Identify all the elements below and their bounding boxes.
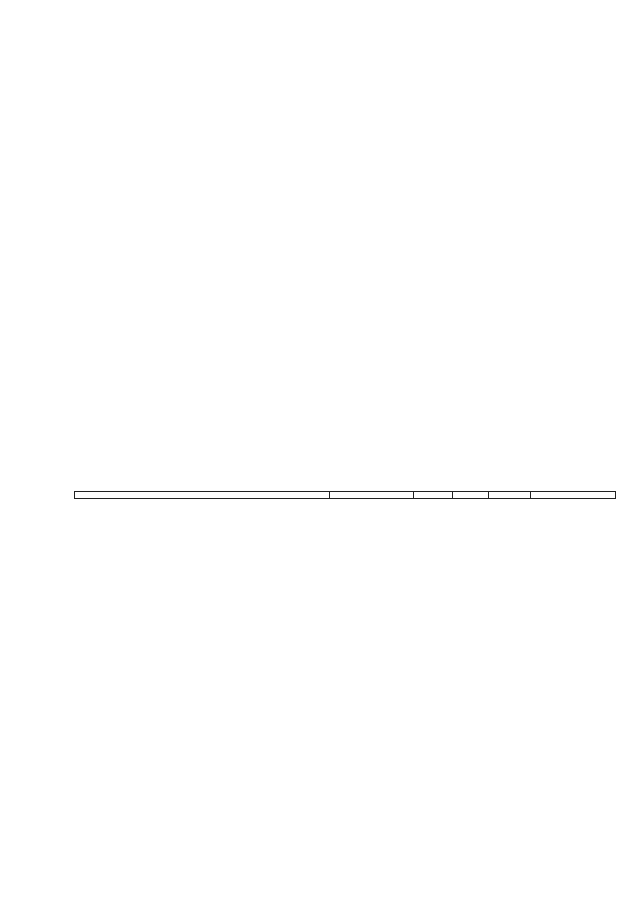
header-rz bbox=[452, 492, 488, 499]
header-name bbox=[75, 492, 330, 499]
header-vr bbox=[414, 492, 452, 499]
allocation-table bbox=[74, 491, 616, 499]
header-sum bbox=[531, 492, 616, 499]
header-pr bbox=[488, 492, 530, 499]
header-csr bbox=[329, 492, 414, 499]
table-header-row bbox=[75, 492, 616, 499]
